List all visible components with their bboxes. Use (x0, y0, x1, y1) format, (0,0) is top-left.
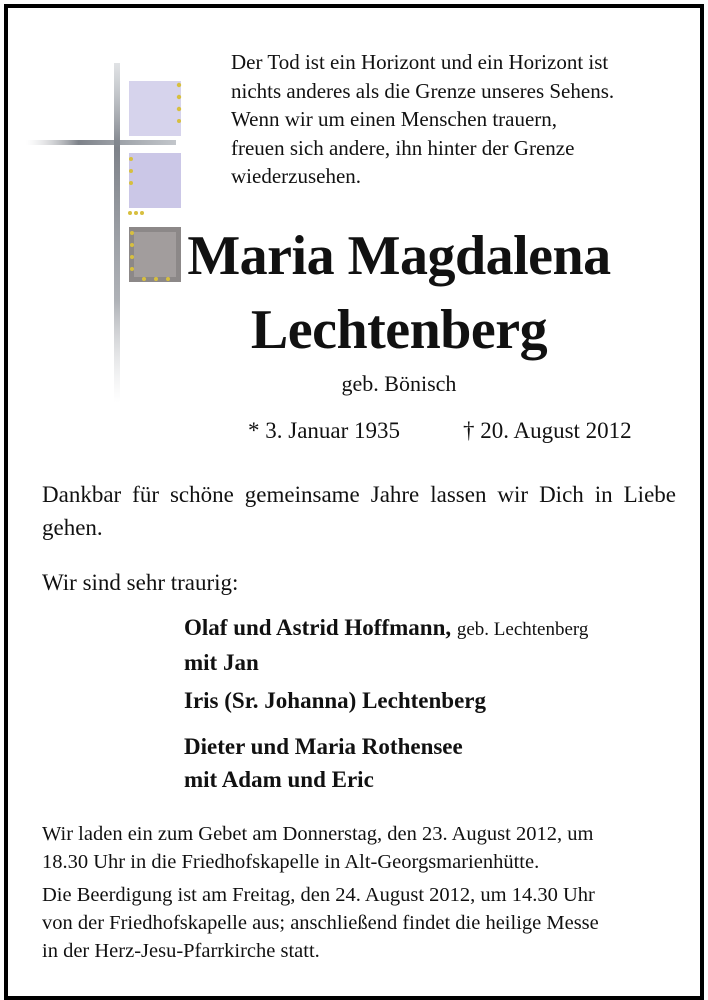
mourner-note: geb. Lechtenberg (456, 619, 589, 640)
quote-line: nichts anderes als die Grenze unseres Sehens. (231, 78, 615, 103)
funeral-line: Die Beerdigung ist am Freitag, den 24. August 2012, um 14.30 Uhr (42, 884, 595, 906)
invitation-line: 18.30 Uhr in die Friedhofskapelle in Alt-Georgsmarienhütte. (42, 851, 540, 873)
mourner-name: mit Jan (184, 650, 259, 675)
quote-line: Wenn wir um einen Menschen trauern, (231, 107, 558, 131)
mourner-name: Iris (Sr. Johanna) Lechtenberg (184, 688, 486, 713)
mourner-group-hoffmann (184, 611, 588, 679)
funeral-line: von der Friedhofskapelle aus; anschließend findet die heilige Messe (42, 912, 599, 934)
quote-line: wiederzusehen. (231, 164, 362, 188)
funeral-info (42, 881, 682, 965)
mourner-name: Olaf und Astrid Hoffmann, (184, 615, 452, 640)
deceased-name-last: Lechtenberg (250, 299, 548, 361)
mourner-group-iris (184, 684, 486, 717)
mourner-name: mit Adam und Eric (184, 767, 374, 792)
quote-line: freuen sich andere, ihn hinter der Grenze (231, 135, 575, 160)
prayer-invitation (42, 820, 682, 876)
obituary-notice (4, 4, 704, 1000)
quote-line: Der Tod ist ein Horizont und ein Horizont ist (231, 50, 609, 74)
maiden-name: geb. Bönisch (341, 371, 457, 396)
birth-date: * 3. Januar 1935 (248, 418, 401, 443)
thanks-text: Dankbar für schöne gemeinsame Jahre lassen wir Dich in Liebe gehen. (42, 482, 676, 540)
quote-block (231, 48, 681, 191)
mourning-intro: Wir sind sehr traurig: (42, 570, 239, 595)
death-date: † 20. August 2012 (463, 418, 632, 443)
mourner-name: Dieter und Maria Rothensee (184, 734, 463, 759)
invitation-line: Wir laden ein zum Gebet am Donnerstag, den 23. August 2012, um (42, 823, 594, 845)
deceased-name-first: Maria Magdalena (187, 225, 611, 287)
funeral-line: in der Herz-Jesu-Pfarrkirche statt. (42, 940, 320, 962)
mourner-group-rothensee (184, 730, 463, 796)
